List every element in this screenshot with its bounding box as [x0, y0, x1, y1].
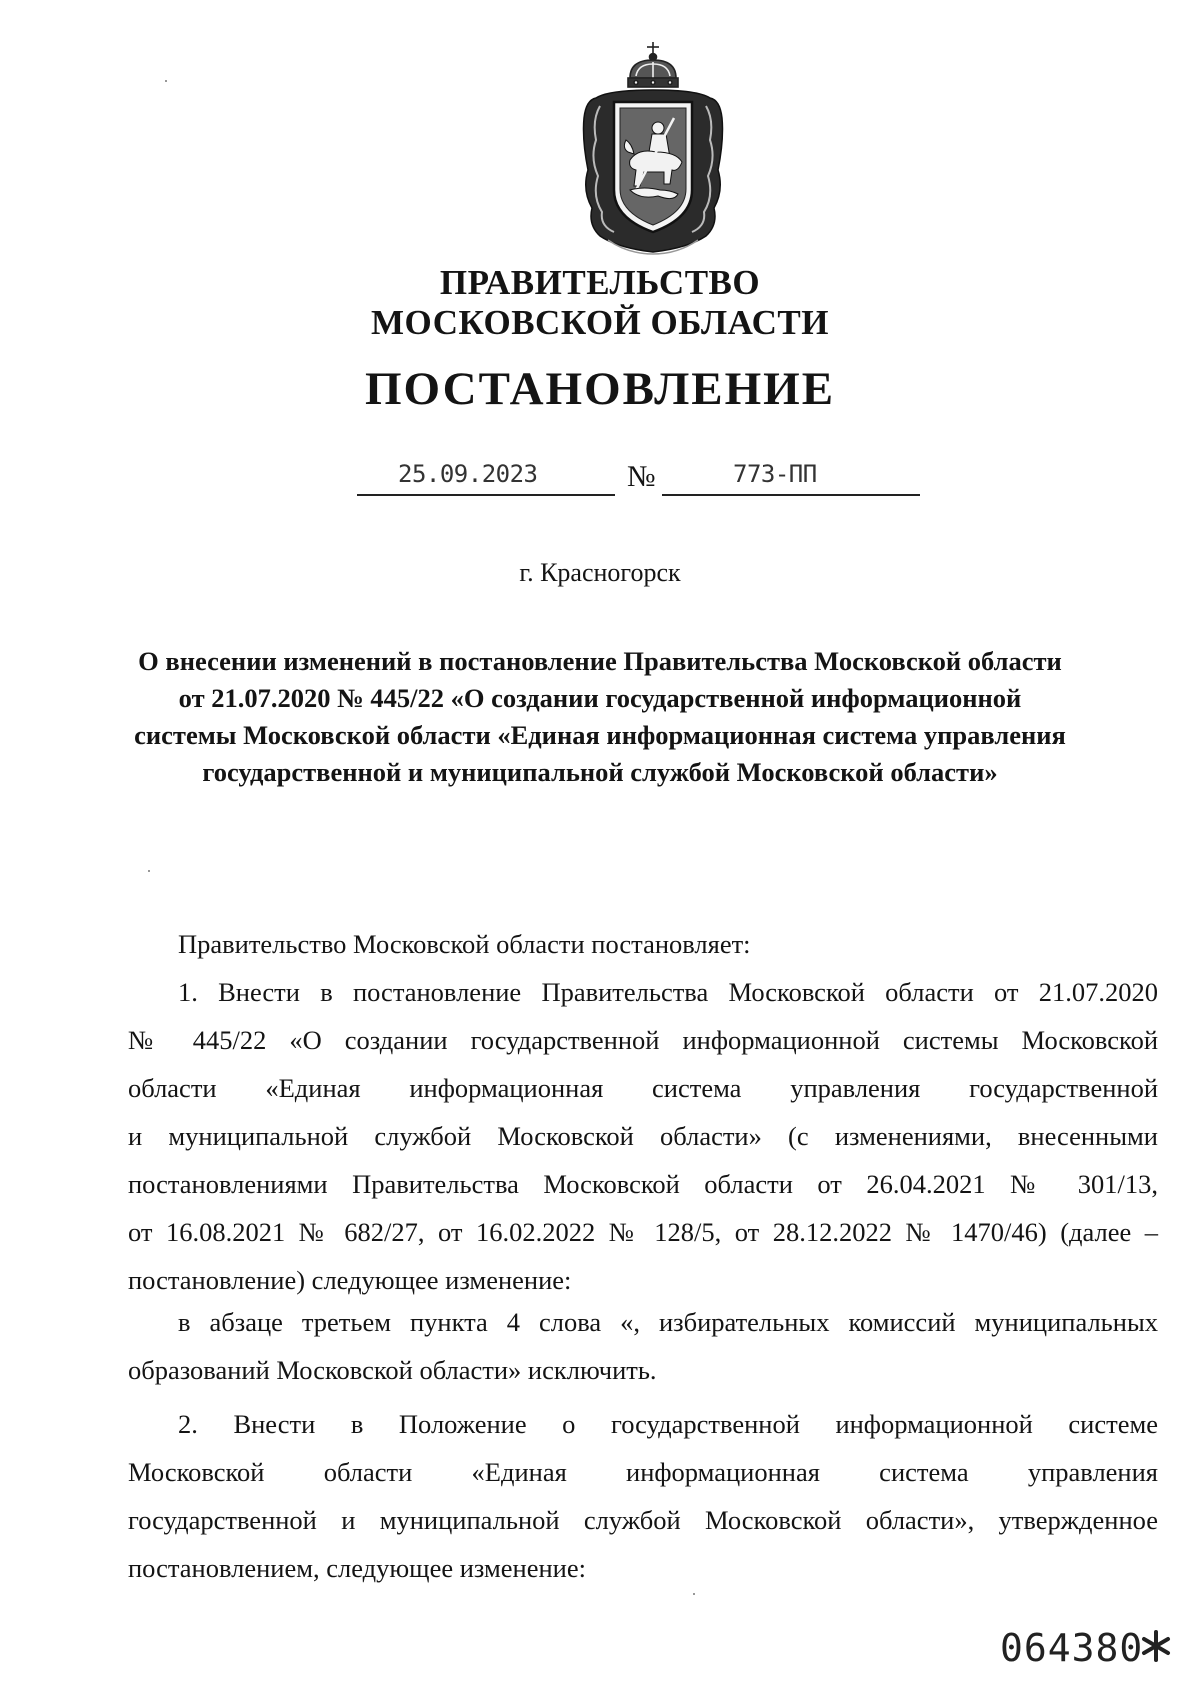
- paragraph-line: государственной и муниципальной службой Московской области», утвержденное: [128, 1505, 1158, 1535]
- subject-line: системы Московской области «Единая информационная система управления: [134, 720, 1066, 750]
- body-paragraph-2: [128, 1400, 1158, 1592]
- paragraph-line: Московской области «Единая информационная система управления: [128, 1457, 1158, 1487]
- city-name: г. Красногорск: [519, 558, 681, 587]
- paragraph-line: образований Московской области» исключить.: [128, 1355, 657, 1385]
- subject-line: государственной и муниципальной службой Московской области»: [202, 757, 998, 787]
- paragraph-line: в абзаце третьем пункта 4 слова «, избирательных комиссий муниципальных: [178, 1307, 1158, 1337]
- registration-date: 25.09.2023: [398, 460, 538, 488]
- paragraph-line: постановление) следующее изменение:: [128, 1265, 572, 1295]
- number-underline: [662, 494, 920, 496]
- paragraph-line: области «Единая информационная система управления государственной: [128, 1073, 1158, 1103]
- intro-line: Правительство Московской области постановляет:: [178, 929, 751, 959]
- scan-speck: [165, 80, 167, 82]
- scan-speck: [693, 1593, 695, 1595]
- paragraph-line: постановлением, следующее изменение:: [128, 1553, 586, 1583]
- number-sign: №: [627, 460, 656, 493]
- government-name-line2: МОСКОВСКОЙ ОБЛАСТИ: [371, 303, 829, 342]
- scan-speck: [148, 870, 150, 872]
- paragraph-line: и муниципальной службой Московской области» (с изменениями, внесенными: [128, 1121, 1158, 1151]
- document-subject: [125, 643, 1075, 791]
- government-name-line1: ПРАВИТЕЛЬСТВО: [439, 263, 761, 302]
- paragraph-line: 2. Внести в Положение о государственной информационной системе: [178, 1409, 1158, 1439]
- body-paragraph-1a: [128, 1298, 1158, 1394]
- paragraph-line: постановлениями Правительства Московской области от 26.04.2021 № 301/13,: [128, 1169, 1158, 1199]
- coat-of-arms-icon: [578, 40, 728, 258]
- paragraph-line: № 445/22 «О создании государственной информационной системы Московской: [128, 1025, 1158, 1055]
- subject-line: от 21.07.2020 № 445/22 «О создании государственной информационной: [178, 683, 1022, 713]
- registration-number: 773-ПП: [733, 460, 817, 488]
- subject-line: О внесении изменений в постановление Правительства Московской области: [138, 646, 1062, 676]
- date-underline: [357, 494, 615, 496]
- asterisk-icon: [1138, 1628, 1174, 1664]
- paragraph-line: от 16.08.2021 № 682/27, от 16.02.2022 № 128/5, от 28.12.2022 № 1470/46) (далее –: [128, 1217, 1158, 1247]
- document-type-title: ПОСТАНОВЛЕНИЕ: [364, 363, 836, 415]
- body-paragraph-1: [128, 920, 1158, 1304]
- form-serial-number: 064380: [1000, 1626, 1144, 1670]
- paragraph-line: 1. Внести в постановление Правительства Московской области от 21.07.2020: [178, 977, 1158, 1007]
